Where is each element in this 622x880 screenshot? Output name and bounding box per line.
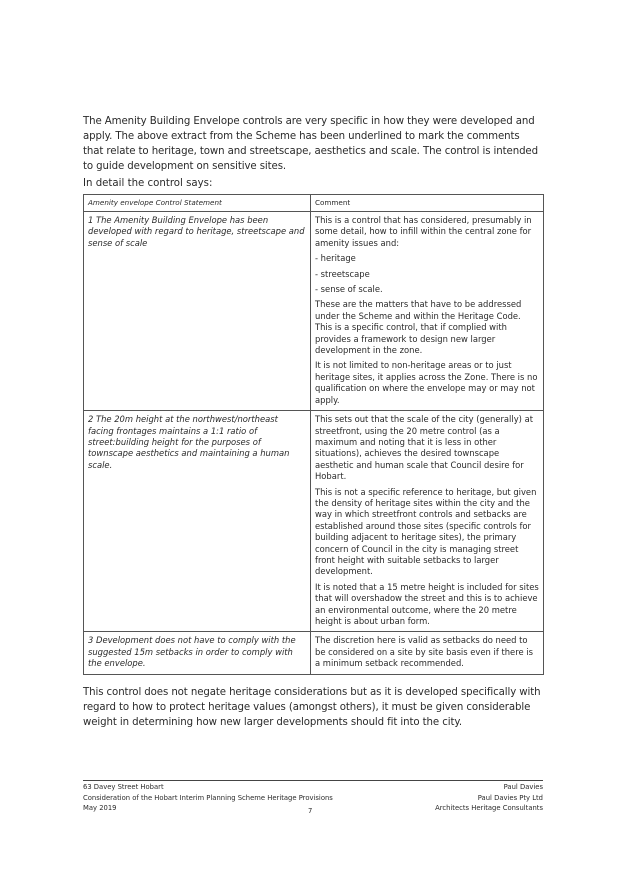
- statement-cell: 3 Development does not have to comply with the suggested 15m setbacks in order to comply with the envelope.: [84, 632, 311, 674]
- footer-author: Paul Davies: [503, 783, 543, 791]
- footer-date: May 2019: [83, 804, 117, 812]
- comment-paragraph: The discretion here is valid as setbacks do need to be considered on a site by site basis even if there is a minimum setback recommended.: [315, 635, 533, 669]
- footer-left: [83, 782, 333, 814]
- footer-document-title: Consideration of the Hobart Interim Planning Scheme Heritage Provisions: [83, 793, 333, 802]
- page-number: 7: [308, 807, 313, 815]
- comment-paragraph: These are the matters that have to be addressed under the Scheme and within the Heritage Code. This is a specific control, that if complied with provides a framework to design new larger development in the zone.: [315, 299, 522, 356]
- comment-paragraph: - sense of scale.: [315, 284, 383, 295]
- statement-cell: 2 The 20m height at the northwest/northeast facing frontages maintains a 1:1 ratio of street:building height for the purposes of townscape aesthetics and maintaining a human scale.: [84, 411, 311, 632]
- comment-paragraph: It is noted that a 15 metre height is included for sites that will overshadow the street and this is to achieve an environmental outcome, where the 20 metre height is about urban form.: [315, 581, 539, 626]
- comment-paragraph: It is not limited to non-heritage areas or to just heritage sites, it applies across the Zone. There is no qualification on where the envelope may or may not apply.: [315, 360, 538, 405]
- header-statement: Amenity envelope Control Statement: [84, 195, 311, 212]
- footer-address: 63 Davey Street Hobart: [83, 783, 164, 791]
- comment-cell: [311, 212, 544, 411]
- statement-cell: 1 The Amenity Building Envelope has been developed with regard to heritage, streetscape and sense of scale: [84, 212, 311, 411]
- comment-paragraph: This is a control that has considered, presumably in some detail, how to infill within the central zone for amenity issues and:: [315, 215, 532, 248]
- footer-right: [435, 782, 543, 814]
- header-comment: Comment: [311, 195, 544, 212]
- table-row: [84, 632, 544, 674]
- footer-divider: [83, 780, 543, 781]
- comment-paragraph: - streetscape: [315, 268, 370, 279]
- comment-paragraph: This sets out that the scale of the city (generally) at streetfront, using the 20 metre control (as a maximum and noting that it is less in other situations), achieves the desired townscape aesthetic and human scale that Council desire for Hobart.: [315, 414, 533, 482]
- comment-cell: [311, 411, 544, 632]
- lead-in-text: In detail the control says:: [83, 178, 213, 189]
- table-row: [84, 411, 544, 632]
- comment-paragraph: - heritage: [315, 253, 356, 264]
- control-table: [83, 194, 544, 675]
- footer-role: Architects Heritage Consultants: [435, 804, 543, 812]
- closing-paragraph: This control does not negate heritage considerations but as it is developed specifically with regard to how to protect heritage values (amongst others), it must be given considerable weight in determining how new larger developments should fit into the city.: [83, 687, 541, 728]
- table-row: [84, 212, 544, 411]
- intro-paragraph: The Amenity Building Envelope controls are very specific in how they were developed and apply. The above extract from the Scheme has been underlined to mark the comments that relate to heritage, town and streetscape, aesthetics and scale. The control is intended to guide development on sensitive sites.: [83, 116, 538, 172]
- comment-paragraph: This is not a specific reference to heritage, but given the density of heritage sites within the city and the way in which streetfront controls and setbacks are established around those sites (specific controls for building adjacent to heritage sites), the primary concern of Council in the city is managing street front height with suitable setbacks to larger development.: [315, 486, 537, 577]
- table-header-row: [84, 195, 544, 212]
- footer-company: Paul Davies Pty Ltd: [477, 793, 543, 802]
- comment-cell: [311, 632, 544, 674]
